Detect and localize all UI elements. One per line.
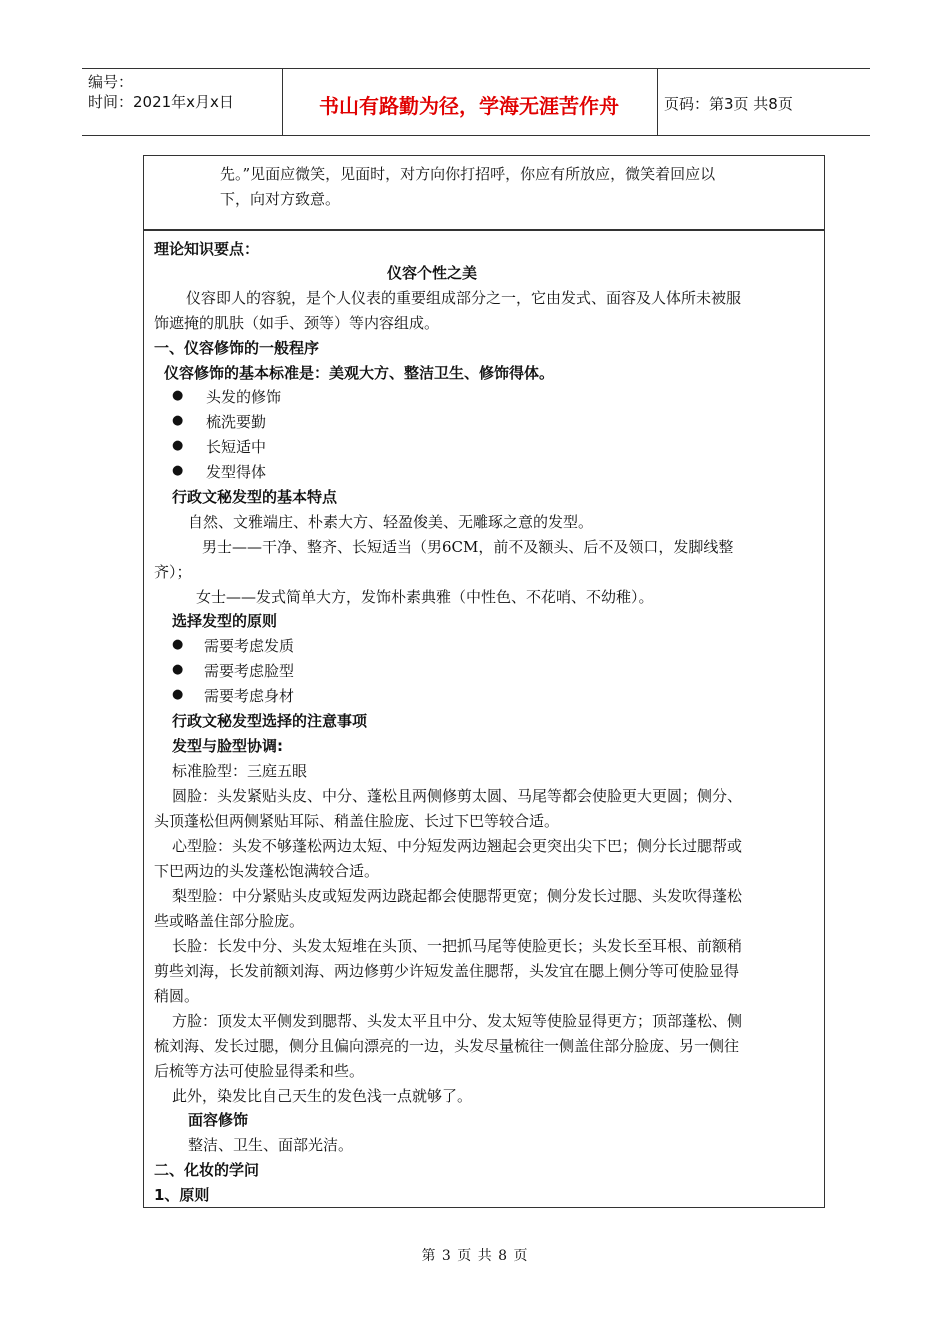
bullet-icon: ● (172, 637, 184, 652)
bullet-icon: ● (172, 662, 184, 677)
header-motto: 书山有路勤为径，学海无涯苦作舟 (319, 94, 619, 118)
hair-dye-line: 此外，染发比自己天生的发色浅一点就够了。 (172, 1087, 473, 1105)
document-number-label: 编号： (88, 73, 134, 91)
square-face-line-3: 后梳等方法可使脸显得柔和些。 (154, 1062, 365, 1080)
long-face-line-3: 稍圆。 (154, 987, 200, 1005)
hair-features-text: 自然、文雅端庄、朴素大方、轻盈俊美、无雕琢之意的发型。 (188, 513, 594, 531)
continuation-line-2: 下，向对方致意。 (220, 190, 341, 208)
bullet-item: 需要考虑发质 (204, 637, 295, 655)
notes-heading: 行政文秘发型选择的注意事项 (172, 712, 368, 730)
long-face-line-1: 长脸：长发中分、头发太短堆在头顶、一把抓马尾等使脸更长；头发长至耳根、前额稍 (172, 937, 743, 955)
bullet-icon: ● (172, 413, 184, 428)
pear-face-line-1: 梨型脸：中分紧贴头皮或短发两边跷起都会使腮帮更宽；侧分发长过腮、头发吹得蓬松 (172, 887, 743, 905)
intro-line-2: 饰遮掩的肌肤（如手、颈等）等内容组成。 (154, 314, 440, 332)
choose-hair-heading: 选择发型的原则 (172, 612, 278, 630)
continuation-line-1: 先。”见面应微笑，见面时，对方向你打招呼，你应有所放应，微笑着回应以 (220, 165, 716, 183)
header-divider-left (282, 68, 283, 136)
face-care-text: 整洁、卫生、面部光洁。 (188, 1136, 354, 1154)
face-care-heading: 面容修饰 (188, 1111, 249, 1129)
intro-line-1: 仪容即人的容貌，是个人仪表的重要组成部分之一，它由发式、面容及人体所未被服 (186, 289, 742, 307)
bullet-item: 长短适中 (206, 438, 267, 456)
header-divider-right (657, 68, 658, 136)
pear-face-line-2: 些或略盖住部分脸庞。 (154, 912, 305, 930)
bullet-item: 发型得体 (206, 463, 267, 481)
hair-features-heading: 行政文秘发型的基本特点 (172, 488, 338, 506)
section-2-heading: 二、化妆的学问 (154, 1161, 260, 1179)
face-match-heading: 发型与脸型协调: (172, 737, 283, 755)
bullet-item: 需要考虑身材 (204, 687, 295, 705)
bullet-icon: ● (172, 463, 184, 478)
page-footer: 第 3 页 共 8 页 (421, 1248, 529, 1264)
theory-heading: 理论知识要点： (154, 240, 260, 258)
header-page-number: 页码：第3页 共8页 (664, 95, 793, 113)
principle-heading: 1、原则 (154, 1186, 210, 1204)
square-face-line-2: 梳刘海、发长过腮，侧分且偏向漂亮的一边，头发尽量梳往一侧盖住部分脸庞、另一侧往 (154, 1037, 740, 1055)
header-meta (88, 72, 234, 112)
women-hair-line: 女士——发式简单大方，发饰朴素典雅（中性色、不花哨、不幼稚）。 (196, 588, 654, 606)
section-1-heading: 一、仪容修饰的一般程序 (154, 339, 320, 357)
heart-face-line-2: 下巴两边的头发蓬松饱满较合适。 (154, 862, 380, 880)
bullet-item: 头发的修饰 (206, 388, 282, 406)
long-face-line-2: 剪些刘海，长发前额刘海、两边修剪少许短发盖住腮帮，头发宜在腮上侧分等可使脸显得 (154, 962, 740, 980)
page-header (82, 68, 870, 136)
men-hair-line-1: 男士——干净、整齐、长短适当（男6CM，前不及额头、后不及领口，发脚线整 (202, 538, 734, 556)
round-face-line-2: 头顶蓬松但两侧紧贴耳际、稍盖住脸庞、长过下巴等较合适。 (154, 812, 560, 830)
bullet-icon: ● (172, 687, 184, 702)
bullet-item: 需要考虑脸型 (204, 662, 295, 680)
header-bottom-rule (82, 135, 870, 136)
header-top-rule (82, 68, 870, 69)
basic-standard: 仪容修饰的基本标准是：美观大方、整洁卫生、修饰得体。 (164, 364, 555, 382)
bullet-icon: ● (172, 438, 184, 453)
bullet-item: 梳洗要勤 (206, 413, 267, 431)
document-date-label: 时间：2021年x月x日 (88, 93, 234, 111)
square-face-line-1: 方脸：顶发太平侧发到腮帮、头发太平且中分、发太短等使脸显得更方；顶部蓬松、侧 (172, 1012, 743, 1030)
round-face-line-1: 圆脸：头发紧贴头皮、中分、蓬松且两侧修剪太圆、马尾等都会使脸更大更圆；侧分、 (172, 787, 743, 805)
section-title: 仪容个性之美 (387, 264, 478, 282)
bullet-icon: ● (172, 388, 184, 403)
theory-box (143, 229, 825, 1208)
men-hair-line-2: 齐）； (154, 563, 192, 581)
standard-face-line: 标准脸型：三庭五眼 (172, 762, 308, 780)
continuation-box (143, 155, 825, 231)
heart-face-line-1: 心型脸：头发不够蓬松两边太短、中分短发两边翘起会更突出尖下巴；侧分长过腮帮或 (172, 837, 743, 855)
